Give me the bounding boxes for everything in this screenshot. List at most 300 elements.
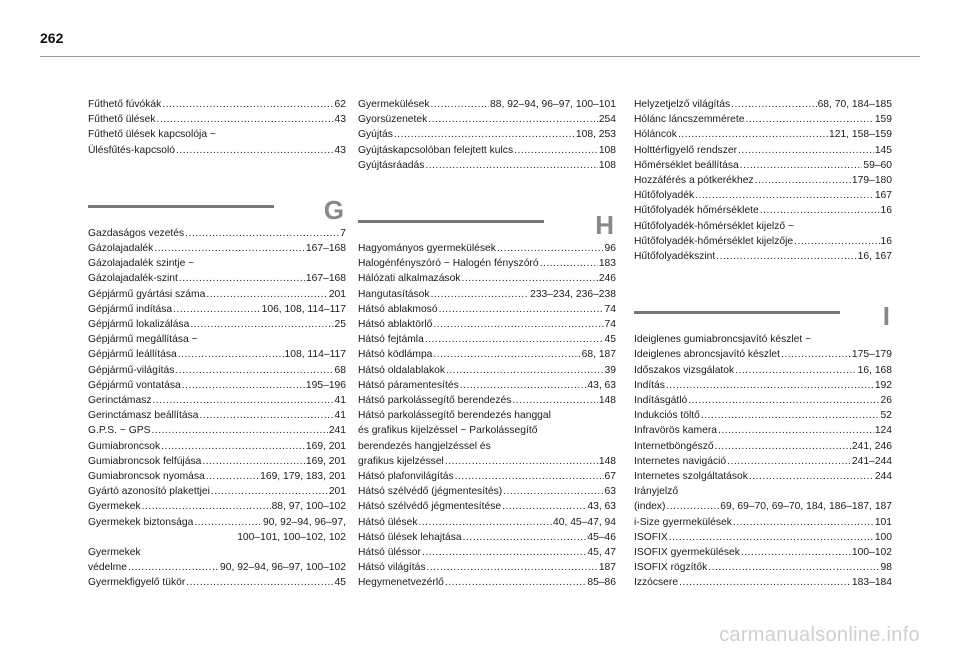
- dot-leader: [179, 271, 305, 286]
- dot-leader: [666, 499, 719, 514]
- index-entry: [358, 515, 616, 530]
- section-rule: [634, 311, 840, 314]
- index-entry: [88, 423, 346, 438]
- page-reference: 16: [880, 235, 892, 247]
- index-entry: [358, 97, 616, 112]
- index-entry: [88, 393, 346, 408]
- page-reference: 108, 114–117: [284, 349, 346, 361]
- page-reference: 195–196: [305, 379, 346, 391]
- index-entry: [634, 363, 892, 378]
- dot-leader: [669, 530, 874, 545]
- page-reference: 68, 187: [581, 349, 616, 361]
- index-term: Hozzáférés a pótkerékhez: [634, 175, 754, 187]
- page-reference: 108: [598, 144, 616, 156]
- page-reference: 88, 92–94, 96–97, 100–101: [490, 99, 616, 110]
- index-entry: [634, 158, 892, 173]
- dot-leader: [731, 97, 816, 112]
- index-entry: [634, 454, 892, 469]
- index-term: Gyermekülések: [358, 99, 430, 110]
- index-term: Indításgátló: [634, 395, 688, 407]
- index-term: Hátsó oldalablakok: [358, 364, 446, 376]
- index-term: Időszakos vizsgálatok: [634, 364, 735, 376]
- page-reference: 45: [334, 577, 346, 589]
- index-term: Hátsó ködlámpa: [358, 349, 433, 361]
- page-reference: 169, 179, 183, 201: [260, 471, 346, 483]
- index-entry: [634, 575, 892, 590]
- dot-leader: [715, 439, 851, 454]
- index-entry: [88, 408, 346, 423]
- index-entry: [88, 241, 346, 256]
- index-term: ISOFIX: [634, 531, 668, 543]
- index-entry: [358, 241, 616, 256]
- dot-leader: [194, 515, 262, 530]
- page-reference: 16: [880, 205, 892, 217]
- index-entry-continuation: Hátsó parkolássegítő berendezés hanggal: [358, 410, 551, 422]
- page-reference: 39: [604, 364, 616, 376]
- index-entry: [634, 499, 892, 514]
- index-term: Fűthető ülések: [88, 114, 156, 126]
- page-reference: 108: [598, 159, 616, 171]
- header-rule: [40, 56, 920, 57]
- page-reference: 246: [598, 273, 616, 285]
- dot-leader: [708, 560, 879, 575]
- index-entry: [634, 188, 892, 203]
- index-term: Indukciós töltő: [634, 410, 700, 422]
- dot-leader: [540, 256, 598, 271]
- index-term: Halogénfényszóró ~ Halogén fényszóró: [358, 258, 539, 270]
- page-reference: 41: [334, 395, 346, 407]
- dot-leader: [186, 575, 333, 590]
- index-entry: [358, 393, 616, 408]
- index-entry: [634, 439, 892, 454]
- index-term: Gyermekek: [88, 501, 141, 513]
- index-entry: [634, 378, 892, 393]
- index-entry: [358, 454, 616, 469]
- dot-leader: [503, 484, 603, 499]
- dot-leader: [738, 143, 874, 158]
- page-reference: 175–179: [851, 349, 892, 361]
- dot-leader: [211, 484, 328, 499]
- index-term: Gerinctámasz beállítása: [88, 410, 199, 422]
- index-entry: [358, 332, 616, 347]
- index-term: (index): [634, 501, 666, 513]
- index-term: Hátsó üléssor: [358, 547, 421, 559]
- index-term: Gumiabroncsok felfújása: [88, 455, 202, 467]
- page-reference: 43: [334, 114, 346, 126]
- index-entry: [358, 271, 616, 286]
- dot-leader: [422, 545, 586, 560]
- index-entry: [88, 515, 346, 530]
- dot-leader: [199, 408, 333, 423]
- section-header: [634, 286, 892, 332]
- dot-leader: [425, 332, 604, 347]
- index-entry: [358, 317, 616, 332]
- page-reference: 169, 201: [305, 440, 346, 452]
- page-reference: 45: [604, 334, 616, 346]
- dot-leader: [461, 271, 597, 286]
- index-term: Hátsó ülések lehajtása: [358, 531, 462, 543]
- dot-leader: [514, 143, 598, 158]
- dot-leader: [182, 378, 305, 393]
- index-term: Gerinctámasz: [88, 395, 152, 407]
- page-reference: 40, 45–47, 94: [553, 516, 616, 528]
- index-entry-continuation: Gyermekek: [88, 547, 141, 559]
- index-entry: [634, 112, 892, 127]
- index-entry: [358, 560, 616, 575]
- index-entry: [88, 363, 346, 378]
- index-entry: [634, 203, 892, 218]
- index-entry-continuation: Fűthető ülések kapcsolója ~: [88, 129, 216, 141]
- dot-leader: [190, 317, 333, 332]
- index-term: Gyújtás: [358, 129, 393, 141]
- index-term: grafikus kijelzéssel: [358, 455, 444, 467]
- index-entry-pages-continued: 100–101, 100–102, 102: [237, 531, 346, 543]
- index-entry-continuation: Gépjármű megállítása ~: [88, 334, 198, 346]
- index-term: Gyermekek biztonsága: [88, 516, 194, 528]
- index-term: Izzócsere: [634, 577, 679, 589]
- dot-leader: [497, 241, 604, 256]
- page-reference: 101: [874, 516, 892, 528]
- section-letter: H: [595, 209, 614, 240]
- page-reference: 25: [334, 319, 346, 331]
- index-term: Hűtőfolyadék-hőmérséklet kijelzője: [634, 235, 794, 247]
- index-entry: [634, 347, 892, 362]
- dot-leader: [760, 203, 880, 218]
- page-reference: 108, 253: [575, 129, 616, 141]
- index-term: Hegymenetvezérlő: [358, 577, 444, 589]
- page-reference: 90, 92–94, 96–97, 100–102: [220, 562, 346, 574]
- index-term: Ideiglenes abroncsjavító készlet: [634, 349, 780, 361]
- index-entry: [358, 256, 616, 271]
- page-reference: 62: [334, 99, 346, 110]
- index-entry: [88, 560, 346, 575]
- page-reference: 254: [598, 114, 616, 126]
- dot-leader: [740, 158, 863, 173]
- index-term: Gépjármű indítása: [88, 303, 173, 315]
- section-rule: [358, 220, 544, 223]
- index-entry: [88, 317, 346, 332]
- dot-leader: [176, 143, 334, 158]
- page-reference: 67: [604, 471, 616, 483]
- dot-leader: [419, 515, 552, 530]
- index-term: Internetes szolgáltatások: [634, 471, 748, 483]
- index-term: Internetböngésző: [634, 440, 714, 452]
- index-term: Hátsó szélvédő jégmentesítése: [358, 501, 502, 513]
- index-entry: [358, 530, 616, 545]
- index-term: Gumiabroncsok: [88, 440, 161, 452]
- dot-leader: [446, 363, 604, 378]
- index-entry: [88, 112, 346, 127]
- page-reference: 85–86: [587, 577, 616, 589]
- index-term: G.P.S. ~ GPS: [88, 425, 151, 437]
- page-reference: 159: [874, 114, 892, 126]
- index-term: ISOFIX rögzítők: [634, 562, 708, 574]
- section-letter: I: [882, 301, 890, 332]
- page-reference: 26: [880, 395, 892, 407]
- index-term: Helyzetjelző világítás: [634, 99, 731, 110]
- index-term: Gumiabroncsok nyomása: [88, 471, 205, 483]
- index-entry: [634, 173, 892, 188]
- page-reference: 167–168: [305, 273, 346, 285]
- page-reference: 169, 201: [305, 455, 346, 467]
- index-term: Hálózati alkalmazások: [358, 273, 461, 285]
- index-term: Hűtőfolyadék hőmérséklete: [634, 205, 759, 217]
- page-reference: 244: [874, 471, 892, 483]
- dot-leader: [428, 112, 598, 127]
- page-reference: 167: [874, 190, 892, 202]
- page-reference: 201: [328, 288, 346, 300]
- index-term: Hátsó fejtámla: [358, 334, 424, 346]
- dot-leader: [745, 112, 873, 127]
- dot-leader: [202, 454, 305, 469]
- index-entry: [358, 469, 616, 484]
- dot-leader: [463, 530, 587, 545]
- dot-leader: [735, 363, 856, 378]
- index-term: ISOFIX gyermekülések: [634, 547, 740, 559]
- index-term: Gépjármű vontatása: [88, 379, 181, 391]
- index-entry: [634, 143, 892, 158]
- dot-leader: [727, 454, 851, 469]
- index-term: Hangutasítások: [358, 288, 430, 300]
- page-reference: 100–102: [851, 547, 892, 559]
- page-reference: 90, 92–94, 96–97,: [262, 516, 346, 528]
- index-entry: [88, 97, 346, 112]
- index-term: Hátsó ablaktörlő: [358, 319, 433, 331]
- index-entry: [88, 143, 346, 158]
- dot-leader: [445, 454, 598, 469]
- dot-leader: [175, 363, 333, 378]
- section-header: [358, 195, 616, 240]
- dot-leader: [502, 499, 586, 514]
- dot-leader: [206, 287, 327, 302]
- index-entry-continuation: Irányjelző: [634, 486, 679, 498]
- dot-leader: [695, 188, 874, 203]
- index-term: Hűtőfolyadék: [634, 190, 695, 202]
- dot-leader: [206, 469, 259, 484]
- page-reference: 43, 63: [587, 501, 616, 513]
- index-term: Hólánc láncszemmérete: [634, 114, 745, 126]
- dot-leader: [394, 127, 575, 142]
- page-reference: 88, 97, 100–102: [271, 501, 346, 513]
- index-term: Hűtőfolyadékszint: [634, 251, 716, 263]
- index-entry: [88, 454, 346, 469]
- dot-leader: [749, 469, 874, 484]
- index-term: Gyújtásráadás: [358, 159, 425, 171]
- page-reference: 52: [880, 410, 892, 422]
- page-reference: 124: [874, 425, 892, 437]
- index-entry: [634, 408, 892, 423]
- dot-leader: [701, 408, 880, 423]
- page-reference: 192: [874, 379, 892, 391]
- index-entry: [358, 499, 616, 514]
- dot-leader: [178, 347, 284, 362]
- page-reference: 68: [334, 364, 346, 376]
- index-entry-continuation: Gázolajadalék szintje ~: [88, 258, 195, 270]
- section-header: [88, 180, 346, 225]
- index-entry: [634, 249, 892, 264]
- index-entry: [88, 469, 346, 484]
- index-entry: [88, 226, 346, 241]
- index-entry: [634, 560, 892, 575]
- index-term: Hátsó világítás: [358, 562, 426, 574]
- dot-leader: [678, 127, 828, 142]
- dot-leader: [716, 249, 856, 264]
- dot-leader: [445, 575, 587, 590]
- page-reference: 63: [604, 486, 616, 498]
- index-entry: [634, 393, 892, 408]
- page-reference: 98: [880, 562, 892, 574]
- dot-leader: [439, 302, 604, 317]
- dot-leader: [433, 317, 603, 332]
- page-reference: 59–60: [863, 159, 892, 171]
- index-entry: [88, 378, 346, 393]
- page-reference: 148: [598, 455, 616, 467]
- dot-leader: [173, 302, 260, 317]
- index-term: Hátsó parkolássegítő berendezés: [358, 395, 512, 407]
- index-entry: [634, 515, 892, 530]
- index-entry: [634, 234, 892, 249]
- index-entry: [358, 112, 616, 127]
- page-reference: 41: [334, 410, 346, 422]
- index-entry: [88, 287, 346, 302]
- index-entry: [358, 158, 616, 173]
- dot-leader: [688, 393, 879, 408]
- dot-leader: [425, 158, 597, 173]
- dot-leader: [154, 241, 305, 256]
- index-column-1: [88, 97, 346, 591]
- page-reference: 45, 47: [587, 547, 616, 559]
- index-column-3: [634, 97, 892, 591]
- index-entry-continuation: és grafikus kijelzéssel ~ Parkolássegítő: [358, 425, 538, 437]
- index-entry-continuation: Hűtőfolyadék-hőmérséklet kijelző ~: [634, 220, 794, 232]
- index-term: Gázolajadalék: [88, 243, 154, 255]
- dot-leader: [781, 347, 851, 362]
- page-reference: 241–244: [851, 455, 892, 467]
- page-reference: 74: [604, 319, 616, 331]
- index-term: Gépjármű gyártási száma: [88, 288, 206, 300]
- index-term: Gépjármű-világítás: [88, 364, 175, 376]
- page-reference: 241: [328, 425, 346, 437]
- index-term: Holttérfigyelő rendszer: [634, 144, 738, 156]
- dot-leader: [455, 469, 604, 484]
- index-term: Hóláncok: [634, 129, 677, 141]
- page-reference: 74: [604, 303, 616, 315]
- index-entry: [358, 287, 616, 302]
- dot-leader: [151, 423, 327, 438]
- dot-leader: [679, 575, 851, 590]
- index-term: Gyorsüzenetek: [358, 114, 428, 126]
- dot-leader: [460, 378, 587, 393]
- index-entry: [358, 363, 616, 378]
- index-term: Gépjármű lokalizálása: [88, 319, 190, 331]
- index-entry: [88, 271, 346, 286]
- index-entry: [88, 347, 346, 362]
- index-entry: [358, 545, 616, 560]
- index-term: védelme: [88, 562, 127, 574]
- page-reference: 96: [604, 243, 616, 255]
- dot-leader: [741, 545, 851, 560]
- index-term: Hátsó ülések: [358, 516, 418, 528]
- dot-leader: [162, 97, 333, 112]
- index-term: Hőmérséklet beállítása: [634, 159, 739, 171]
- index-term: Hagyományos gyermekülések: [358, 243, 496, 255]
- page-reference: 187: [598, 562, 616, 574]
- index-entry: [358, 378, 616, 393]
- index-entry: [358, 484, 616, 499]
- page-reference: 100: [874, 531, 892, 543]
- dot-leader: [718, 423, 874, 438]
- index-term: Infravörös kamera: [634, 425, 717, 437]
- index-entry: [358, 143, 616, 158]
- index-entry: [88, 439, 346, 454]
- dot-leader: [161, 439, 305, 454]
- page-reference: 241, 246: [851, 440, 892, 452]
- index-term: Gépjármű leállítása: [88, 349, 177, 361]
- index-entry: [634, 545, 892, 560]
- page-reference: 167–168: [305, 243, 346, 255]
- dot-leader: [512, 393, 597, 408]
- index-term: Hátsó plafonvilágítás: [358, 471, 454, 483]
- page-reference: 16, 168: [857, 364, 892, 376]
- index-term: Gazdaságos vezetés: [88, 227, 185, 239]
- dot-leader: [157, 112, 334, 127]
- index-entry: [634, 530, 892, 545]
- index-term: Ülésfűtés-kapcsoló: [88, 144, 175, 156]
- watermark: carmanualsonline.info: [719, 624, 920, 646]
- page-reference: 145: [874, 144, 892, 156]
- dot-leader: [733, 515, 874, 530]
- dot-leader: [431, 287, 530, 302]
- index-entry: [634, 127, 892, 142]
- index-term: Fűthető fúvókák: [88, 99, 162, 110]
- dot-leader: [185, 226, 339, 241]
- index-term: Gyermekfigyelő tükör: [88, 577, 186, 589]
- page-reference: 179–180: [851, 175, 892, 187]
- page-reference: 121, 158–159: [829, 129, 892, 141]
- index-entry: [358, 575, 616, 590]
- index-entry: [634, 423, 892, 438]
- dot-leader: [794, 234, 879, 249]
- dot-leader: [128, 560, 219, 575]
- index-entry: [88, 484, 346, 499]
- index-entry: [634, 97, 892, 112]
- dot-leader: [433, 347, 580, 362]
- page-reference: 183: [598, 258, 616, 270]
- dot-leader: [755, 173, 851, 188]
- index-entry: [88, 302, 346, 317]
- dot-leader: [666, 378, 874, 393]
- index-entry: [358, 347, 616, 362]
- page-reference: 233–234, 236–238: [530, 288, 616, 300]
- dot-leader: [431, 97, 489, 112]
- dot-leader: [153, 393, 334, 408]
- index-term: Gázolajadalék-szint: [88, 273, 178, 285]
- index-term: Hátsó páramentesítés: [358, 379, 459, 391]
- index-entry: [88, 575, 346, 590]
- dot-leader: [142, 499, 271, 514]
- index-term: i-Size gyermekülések: [634, 516, 732, 528]
- page-reference: 7: [340, 227, 346, 239]
- section-rule: [88, 205, 274, 208]
- page-reference: 68, 70, 184–185: [817, 99, 892, 110]
- page-reference: 43: [334, 144, 346, 156]
- index-entry-continuation: Ideiglenes gumiabroncsjavító készlet ~: [634, 334, 812, 346]
- index-column-2: [358, 97, 616, 591]
- index-entry: [88, 499, 346, 514]
- page-reference: 106, 108, 114–117: [261, 303, 346, 315]
- index-entry: [358, 302, 616, 317]
- page-reference: 201: [328, 486, 346, 498]
